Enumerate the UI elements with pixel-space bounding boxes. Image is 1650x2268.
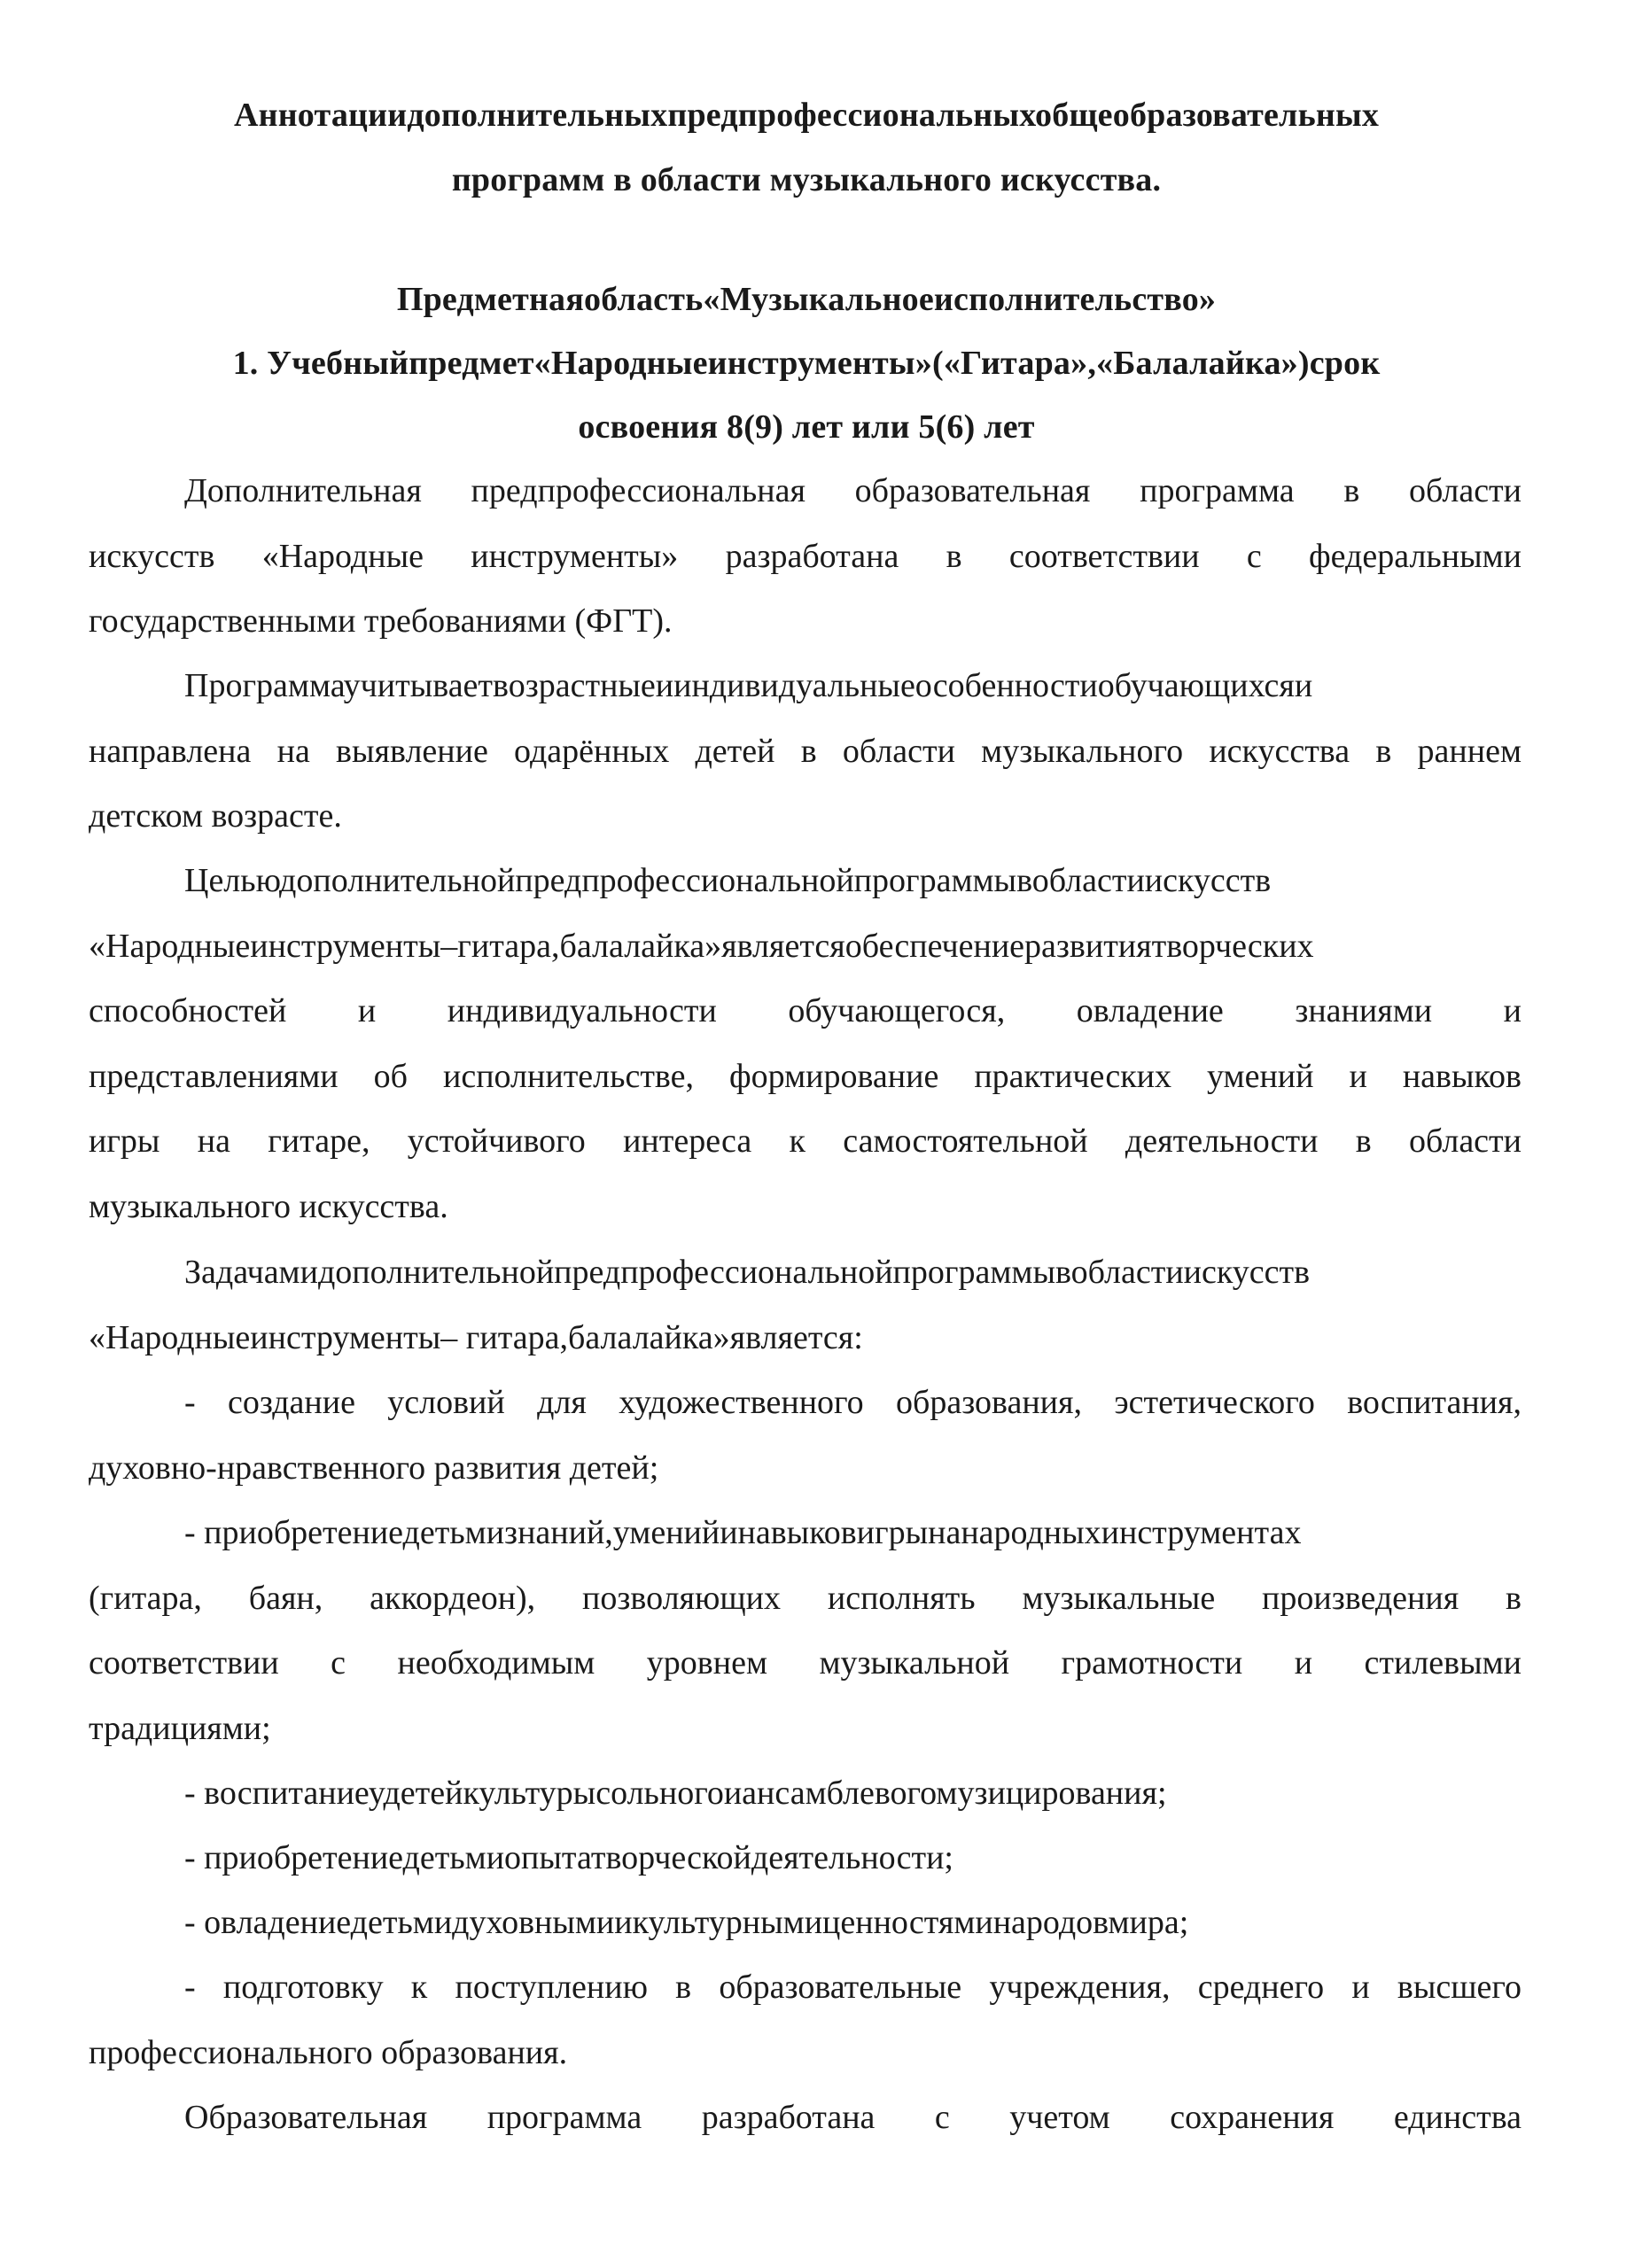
- paragraph-line: представлениями об исполнительстве, формирование практических умений и навыков: [89, 1057, 1522, 1095]
- list-item-task-values: [89, 1891, 1522, 1956]
- paragraph-line: Образовательная программа разработана с учетом сохранения единства: [184, 2099, 1522, 2136]
- paragraph-line: профессионального образования.: [89, 2033, 568, 2071]
- paragraph-program-tasks: [89, 1240, 1522, 1371]
- paragraph-line: духовно-нравственного развития детей;: [89, 1449, 659, 1487]
- list-item-task-conditions: [89, 1371, 1522, 1501]
- subject-area-heading: Предметнаяобласть«Музыкальноеисполнительство»: [396, 281, 1217, 318]
- subject-heading-line-2: освоения 8(9) лет или 5(6) лет: [578, 408, 1035, 446]
- paragraph-line: соответствии с необходимым уровнем музыкальной грамотности и стилевыми: [89, 1644, 1522, 1682]
- paragraph-program-goal: [89, 849, 1522, 1239]
- paragraph-line: Дополнительная предпрофессиональная образовательная программа в области: [184, 472, 1522, 509]
- paragraph-line: игры на гитаре, устойчивого интереса к самостоятельной деятельности в области: [89, 1122, 1522, 1160]
- paragraph-line: Программаучитываетвозрастныеииндивидуальныеособенностиобучающихсяи: [184, 667, 1313, 704]
- list-item-task-admission: [89, 1955, 1522, 2085]
- paragraph-line: Цельюдополнительнойпредпрофессиональнойпрограммывобластиискусств: [184, 862, 1272, 899]
- paragraph-line: - воспитаниеудетейкультурысольногоиансамблевогомузицирования;: [184, 1775, 1167, 1812]
- paragraph-line: - подготовку к поступлению в образовательные учреждения, среднего и высшего: [184, 1969, 1522, 2006]
- paragraph-line: - приобретениедетьмизнаний,уменийинавыковигрынанародныхинструментах: [184, 1514, 1302, 1551]
- paragraph-line: традициями;: [89, 1709, 271, 1747]
- paragraph-line: - приобретениедетьмиопытатворческойдеятельности;: [184, 1839, 953, 1876]
- document-title-line-2: программ в области музыкального искусства.: [451, 161, 1162, 198]
- paragraph-line: (гитара, баян, аккордеон), позволяющих исполнять музыкальные произведения в: [89, 1579, 1522, 1617]
- paragraph-line: направлена на выявление одарённых детей в области музыкального искусства в раннем: [89, 732, 1522, 770]
- paragraph-line: детском возрасте.: [89, 797, 342, 835]
- paragraph-program-features: [89, 654, 1522, 850]
- paragraph-line: - овладениедетьмидуховнымиикультурнымиценностяминародовмира;: [184, 1904, 1189, 1941]
- paragraph-line: «Народныеинструменты–гитара,балалайка»являетсяобеспечениеразвитиятворческих: [89, 927, 1314, 965]
- paragraph-program-unity: [89, 2085, 1522, 2151]
- list-item-task-experience: [89, 1826, 1522, 1891]
- paragraph-line: - создание условий для художественного образования, эстетического воспитания,: [184, 1384, 1522, 1421]
- paragraph-line: музыкального искусства.: [89, 1187, 448, 1225]
- paragraph-fgt-compliance: [89, 459, 1522, 655]
- list-item-task-ensemble: [89, 1761, 1522, 1827]
- subject-heading-line-1: 1. Учебныйпредмет«Народныеинструменты»(«Гитара»,«Балалайка»)срок: [232, 345, 1381, 382]
- list-item-task-skills: [89, 1501, 1522, 1761]
- paragraph-line: способностей и индивидуальности обучающегося, овладение знаниями и: [89, 992, 1522, 1029]
- paragraph-line: государственными требованиями (ФГТ).: [89, 602, 673, 640]
- paragraph-line: Задачамидополнительнойпредпрофессиональнойпрограммывобластиискусств: [184, 1254, 1311, 1291]
- document-title-line-1: Аннотациидополнительныхпредпрофессиональныхобщеобразовательных: [233, 97, 1380, 134]
- paragraph-line: искусств «Народные инструменты» разработана в соответствии с федеральными: [89, 537, 1522, 575]
- paragraph-line: «Народныеинструменты– гитара,балалайка»является:: [89, 1318, 863, 1356]
